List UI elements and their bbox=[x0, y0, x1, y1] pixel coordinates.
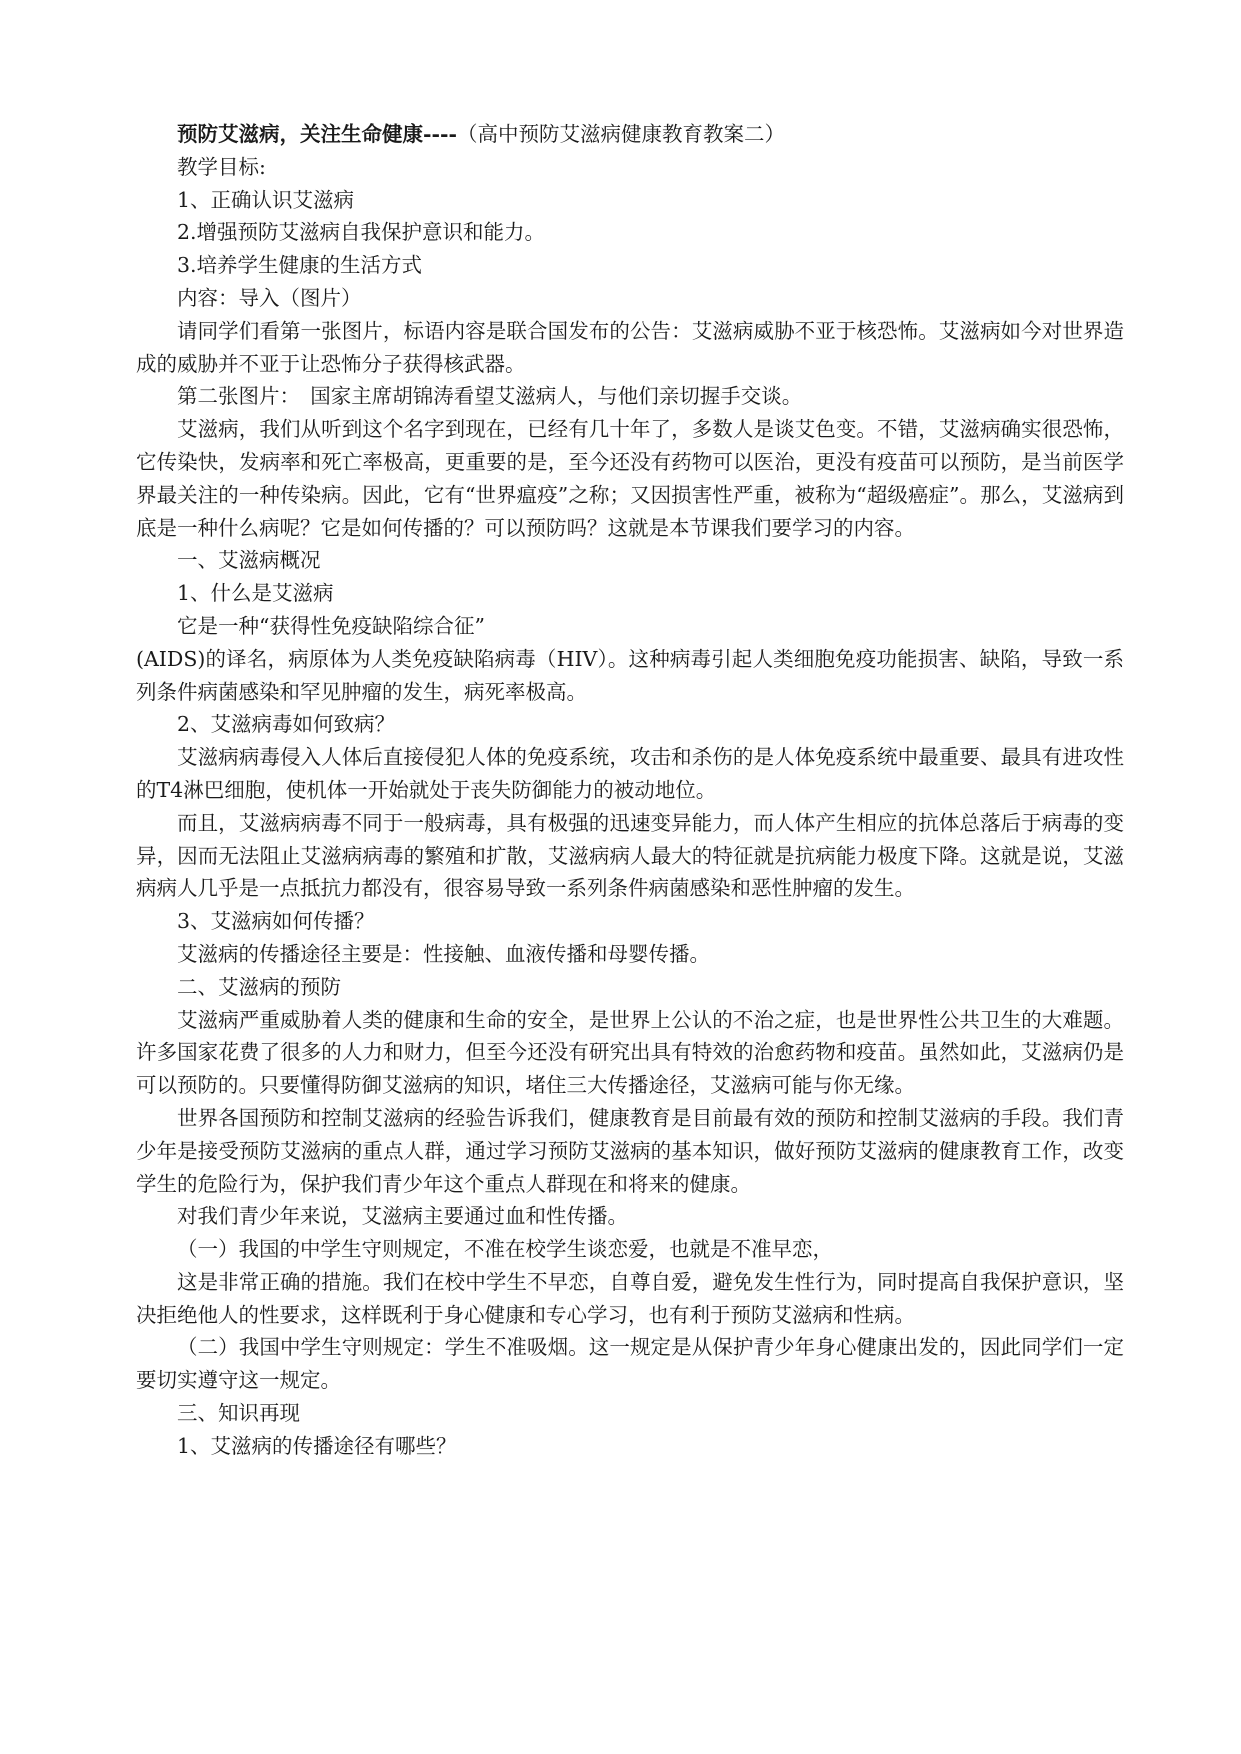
body-paragraph: 它是一种“获得性免疫缺陷综合征” bbox=[177, 613, 485, 638]
section-heading: 二、艾滋病的预防 bbox=[177, 974, 341, 999]
body-paragraph: 艾滋病严重威胁着人类的健康和生命的安全，是世界上公认的不治之症，也是世界性公共卫生的大难题。许多国家花费了很多的人力和财力，但至今还没有研究出具有特效的治愈药物和疫苗。虽然如此，艾滋病仍是可以预防的。只要懂得防御艾滋病的知识，堵住三大传播途径，艾滋病可能与你无缘。 bbox=[136, 1007, 1124, 1098]
subsection-heading: 2、艾滋病毒如何致病？ bbox=[177, 712, 396, 737]
section-label-content: 内容：导入（图片） bbox=[177, 285, 362, 310]
body-paragraph: 世界各国预防和控制艾滋病的经验告诉我们，健康教育是目前最有效的预防和控制艾滋病的手段。我们青少年是接受预防艾滋病的重点人群，通过学习预防艾滋病的基本知识，做好预防艾滋病的健康教育工作，改变学生的危险行为，保护我们青少年这个重点人群现在和将来的健康。 bbox=[136, 1105, 1124, 1196]
objective-item: 2.增强预防艾滋病自我保护意识和能力。 bbox=[177, 220, 546, 245]
objective-item: 3.培养学生健康的生活方式 bbox=[177, 253, 423, 278]
subsection-heading: 1、艾滋病的传播途径有哪些？ bbox=[177, 1433, 457, 1458]
subsection-heading: 1、什么是艾滋病 bbox=[177, 581, 334, 606]
body-paragraph: 请同学们看第一张图片，标语内容是联合国发布的公告：艾滋病威胁不亚于核恐怖。艾滋病如今对世界造成的威胁并不亚于让恐怖分子获得核武器。 bbox=[136, 318, 1124, 376]
body-paragraph: 这是非常正确的措施。我们在校中学生不早恋，自尊自爱，避免发生性行为，同时提高自我保护意识，坚决拒绝他人的性要求，这样既利于身心健康和专心学习，也有利于预防艾滋病和性病。 bbox=[136, 1269, 1124, 1327]
body-paragraph: (AIDS)的译名，病原体为人类免疫缺陷病毒（HIV）。这种病毒引起人类细胞免疫功能损害、缺陷，导致一系列条件病菌感染和罕见肿瘤的发生，病死率极高。 bbox=[136, 646, 1124, 704]
document-title bbox=[136, 118, 1124, 151]
body-paragraph: （一）我国的中学生守则规定，不准在校学生谈恋爱，也就是不准早恋， bbox=[177, 1237, 833, 1262]
body-paragraph: 艾滋病的传播途径主要是：性接触、血液传播和母婴传播。 bbox=[177, 941, 710, 966]
body-paragraph: 第二张图片： 国家主席胡锦涛看望艾滋病人，与他们亲切握手交谈。 bbox=[177, 384, 803, 409]
body-paragraph: 艾滋病，我们从听到这个名字到现在，已经有几十年了，多数人是谈艾色变。不错，艾滋病确实很恐怖，它传染快，发病率和死亡率极高，更重要的是，至今还没有药物可以医治，更没有疫苗可以预防，是当前医学界最关注的一种传染病。因此，它有“世界瘟疫”之称；又因损害性严重，被称为“超级癌症”。那么，艾滋病到底是一种什么病呢？它是如何传播的？可以预防吗？这就是本节课我们要学习的内容。 bbox=[136, 417, 1124, 540]
body-paragraph: 而且，艾滋病病毒不同于一般病毒，具有极强的迅速变异能力，而人体产生相应的抗体总落后于病毒的变异，因而无法阻止艾滋病病毒的繁殖和扩散，艾滋病病人最大的特征就是抗病能力极度下降。这就是说，艾滋病病人几乎是一点抵抗力都没有，很容易导致一系列条件病菌感染和恶性肿瘤的发生。 bbox=[136, 810, 1124, 901]
title-main: 预防艾滋病，关注生命健康---- bbox=[177, 122, 458, 146]
section-heading: 一、艾滋病概况 bbox=[177, 548, 321, 573]
objective-item: 1、正确认识艾滋病 bbox=[177, 187, 355, 212]
body-paragraph: （二）我国中学生守则规定：学生不准吸烟。这一规定是从保护青少年身心健康出发的，因此同学们一定要切实遵守这一规定。 bbox=[136, 1335, 1124, 1393]
section-heading: 三、知识再现 bbox=[177, 1401, 300, 1426]
title-subtitle: （高中预防艾滋病健康教育教案二） bbox=[457, 122, 786, 146]
document-page bbox=[136, 118, 1124, 1463]
subsection-heading: 3、艾滋病如何传播？ bbox=[177, 909, 375, 934]
body-paragraph: 对我们青少年来说，艾滋病主要通过血和性传播。 bbox=[177, 1204, 628, 1229]
body-paragraph: 艾滋病病毒侵入人体后直接侵犯人体的免疫系统，攻击和杀伤的是人体免疫系统中最重要、最具有进攻性的T4淋巴细胞，使机体一开始就处于丧失防御能力的被动地位。 bbox=[136, 745, 1124, 802]
section-label-objectives: 教学目标: bbox=[177, 154, 266, 179]
